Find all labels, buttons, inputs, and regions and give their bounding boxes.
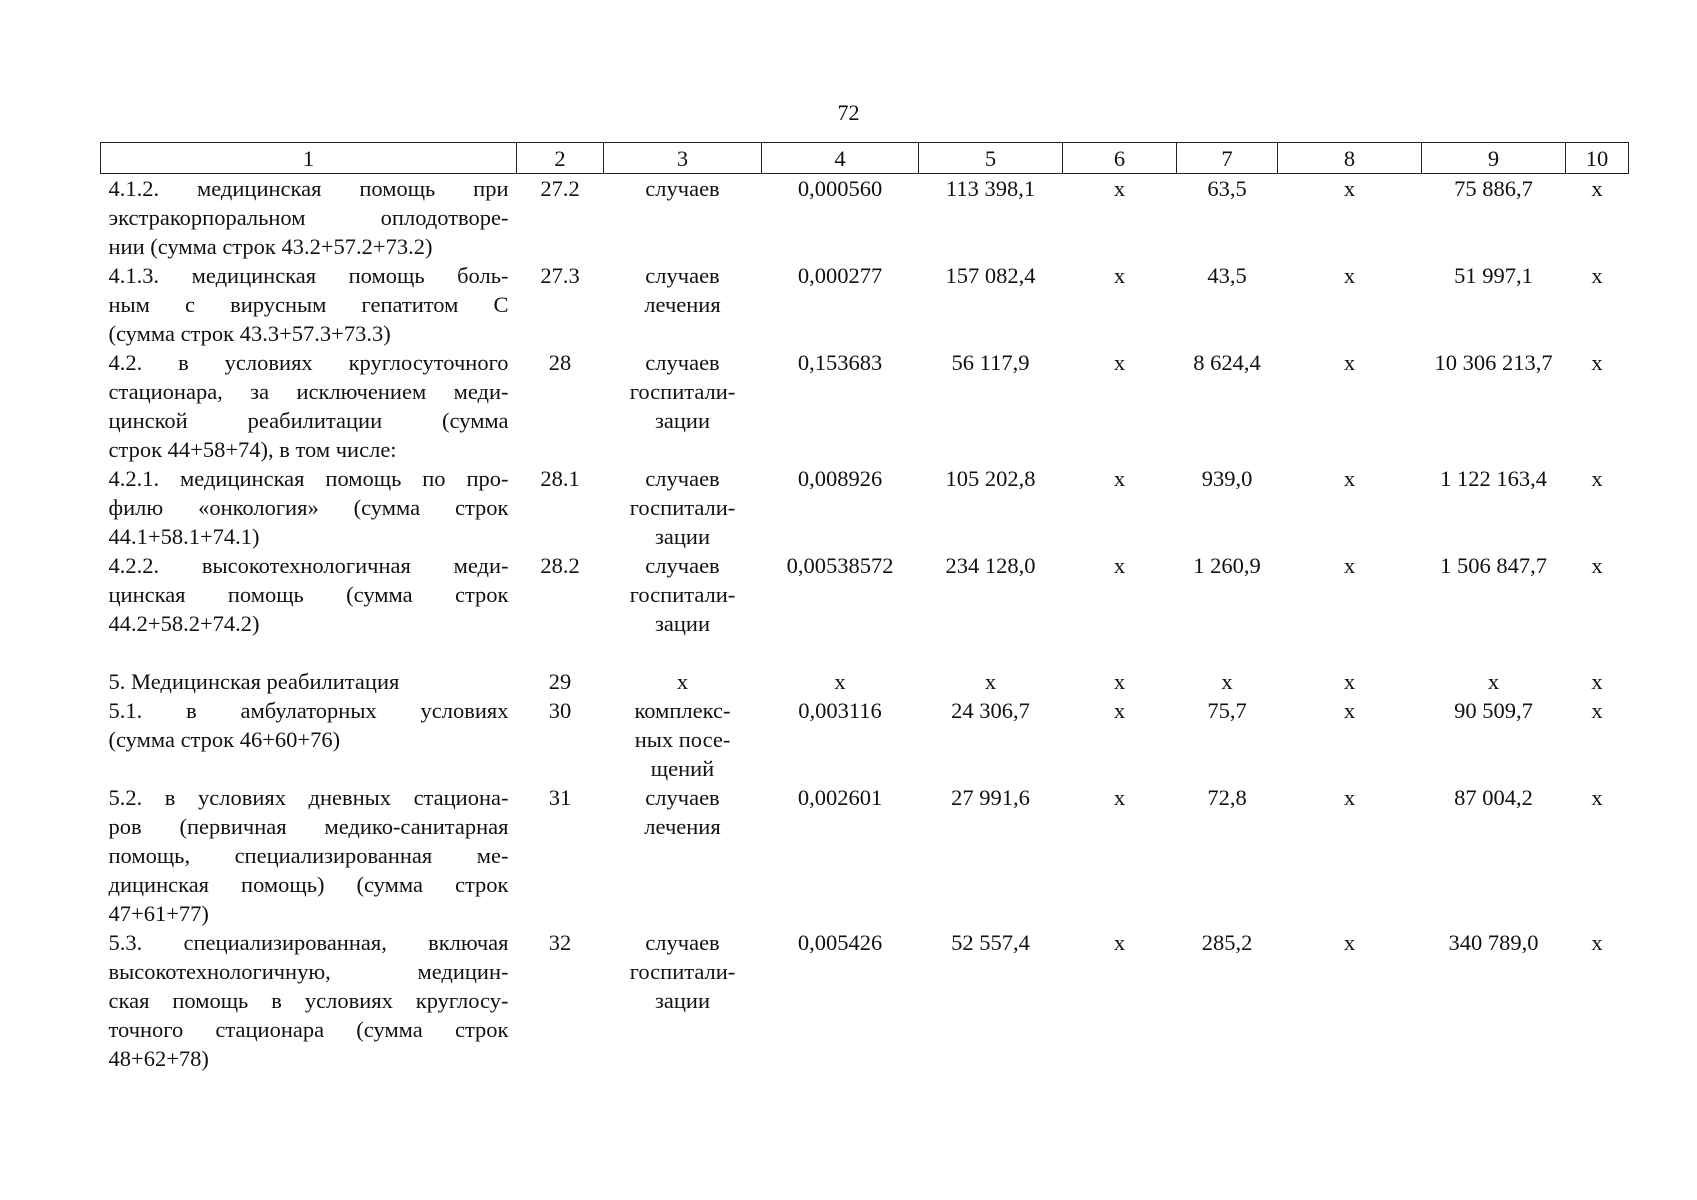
description-line: высокотехнологичную, медицин- bbox=[108, 959, 509, 984]
value-cell-c9: 10 306 213,7 bbox=[1434, 350, 1553, 375]
value-cell-c9: 51 997,1 bbox=[1454, 263, 1533, 288]
description-line: 5.2. в условиях дневных стациона- bbox=[108, 785, 509, 810]
value-cell-c8: х bbox=[1343, 698, 1356, 723]
table-row bbox=[101, 783, 1629, 928]
value-cell-c4: 0,008926 bbox=[797, 466, 883, 491]
table-row bbox=[101, 261, 1629, 348]
value-cell-c6: х bbox=[1113, 669, 1126, 694]
value-cell-c9: 90 509,7 bbox=[1454, 698, 1533, 723]
value-cell-c4: 0,000277 bbox=[797, 263, 883, 288]
table-row bbox=[101, 667, 1629, 696]
description-cell bbox=[101, 174, 517, 262]
value-cell-c10: х bbox=[1591, 263, 1603, 288]
description-line: 4.2. в условиях круглосуточного bbox=[108, 350, 509, 375]
unit-cell bbox=[604, 783, 762, 928]
spacer-cell bbox=[101, 638, 1629, 667]
column-header: 5 bbox=[919, 143, 1063, 174]
description-line: цинская помощь (сумма строк bbox=[108, 582, 509, 607]
column-header: 9 bbox=[1422, 143, 1566, 174]
row-code-cell: 27.3 bbox=[540, 263, 580, 288]
description-line: филю «онкология» (сумма строк bbox=[108, 495, 509, 520]
table-body bbox=[101, 174, 1629, 1074]
value-cell-c5: 27 991,6 bbox=[951, 785, 1030, 810]
value-cell-c9: 340 789,0 bbox=[1448, 930, 1539, 955]
value-cell-c7: 75,7 bbox=[1207, 698, 1247, 723]
value-cell-c8: х bbox=[1343, 553, 1356, 578]
description-line: 48+62+78) bbox=[108, 1046, 209, 1071]
value-cell-c4: 0,00538572 bbox=[786, 553, 894, 578]
description-line: 4.1.3. медицинская помощь боль- bbox=[108, 263, 509, 288]
description-line: 5. Медицинская реабилитация bbox=[108, 669, 400, 694]
description-line: 5.3. специализированная, включая bbox=[108, 930, 509, 955]
page-number: 72 bbox=[837, 100, 860, 125]
description-cell bbox=[101, 551, 517, 638]
unit-line: госпитали- bbox=[629, 495, 736, 520]
unit-line: лечения bbox=[644, 292, 721, 317]
unit-line: зации bbox=[655, 611, 710, 636]
description-cell bbox=[101, 783, 517, 928]
description-line: помощь, специализированная ме- bbox=[108, 843, 509, 868]
unit-line: зации bbox=[655, 408, 710, 433]
description-line: строк 44+58+74), в том числе: bbox=[108, 437, 397, 462]
description-line: стационара, за исключением меди- bbox=[108, 379, 509, 404]
description-line: (сумма строк 43.3+57.3+73.3) bbox=[108, 321, 391, 346]
column-header: 8 bbox=[1278, 143, 1422, 174]
column-header: 1 bbox=[101, 143, 517, 174]
value-cell-c10: х bbox=[1591, 466, 1603, 491]
description-line: ская помощь в условиях круглосу- bbox=[108, 988, 509, 1013]
value-cell-c7: 43,5 bbox=[1207, 263, 1247, 288]
row-code-cell: 28.1 bbox=[540, 466, 580, 491]
table-row bbox=[101, 348, 1629, 464]
description-cell bbox=[101, 464, 517, 551]
description-cell bbox=[101, 928, 517, 1073]
value-cell-c10: х bbox=[1591, 553, 1603, 578]
value-cell-c10: х bbox=[1591, 669, 1603, 694]
unit-cell bbox=[604, 696, 762, 783]
column-header: 2 bbox=[517, 143, 604, 174]
column-header: 4 bbox=[762, 143, 919, 174]
data-table bbox=[100, 142, 1629, 1073]
unit-cell bbox=[604, 928, 762, 1073]
row-code-cell: 31 bbox=[548, 785, 572, 810]
row-code-cell: 29 bbox=[548, 669, 572, 694]
header-row bbox=[101, 143, 1629, 174]
value-cell-c9: 75 886,7 bbox=[1454, 176, 1533, 201]
description-line: 4.1.2. медицинская помощь при bbox=[108, 176, 509, 201]
description-line: 4.2.2. высокотехнологичная меди- bbox=[108, 553, 509, 578]
value-cell-c5: х bbox=[984, 669, 997, 694]
unit-line: случаев bbox=[645, 466, 720, 491]
description-cell bbox=[101, 667, 517, 696]
value-cell-c6: х bbox=[1113, 785, 1126, 810]
value-cell-c6: х bbox=[1113, 176, 1126, 201]
value-cell-c9: 1 122 163,4 bbox=[1440, 466, 1547, 491]
unit-line: госпитали- bbox=[629, 379, 736, 404]
value-cell-c9: х bbox=[1487, 669, 1500, 694]
value-cell-c6: х bbox=[1113, 930, 1126, 955]
value-cell-c4: 0,000560 bbox=[797, 176, 883, 201]
description-cell bbox=[101, 261, 517, 348]
description-line: ров (первичная медико-санитарная bbox=[108, 814, 509, 839]
unit-line: случаев bbox=[645, 553, 720, 578]
table-row bbox=[101, 174, 1629, 262]
row-code-cell: 32 bbox=[548, 930, 572, 955]
value-cell-c5: 113 398,1 bbox=[945, 176, 1036, 201]
value-cell-c8: х bbox=[1343, 263, 1356, 288]
description-line: 5.1. в амбулаторных условиях bbox=[108, 698, 509, 723]
value-cell-c5: 234 128,0 bbox=[945, 553, 1036, 578]
value-cell-c6: х bbox=[1113, 553, 1126, 578]
description-cell bbox=[101, 348, 517, 464]
value-cell-c4: 0,005426 bbox=[797, 930, 883, 955]
value-cell-c8: х bbox=[1343, 930, 1356, 955]
value-cell-c8: х bbox=[1343, 785, 1356, 810]
unit-line: случаев bbox=[645, 176, 720, 201]
value-cell-c5: 105 202,8 bbox=[945, 466, 1036, 491]
description-line: цинской реабилитации (сумма bbox=[108, 408, 509, 433]
unit-cell bbox=[604, 174, 762, 262]
value-cell-c6: х bbox=[1113, 263, 1126, 288]
column-header: 7 bbox=[1177, 143, 1278, 174]
value-cell-c4: 0,003116 bbox=[798, 698, 882, 723]
value-cell-c10: х bbox=[1591, 176, 1603, 201]
spacer-row bbox=[101, 638, 1629, 667]
value-cell-c7: 285,2 bbox=[1201, 930, 1253, 955]
value-cell-c5: 56 117,9 bbox=[951, 350, 1030, 375]
column-header: 3 bbox=[604, 143, 762, 174]
column-header: 6 bbox=[1063, 143, 1177, 174]
value-cell-c10: х bbox=[1591, 698, 1603, 723]
value-cell-c6: х bbox=[1113, 466, 1126, 491]
value-cell-c9: 1 506 847,7 bbox=[1440, 553, 1547, 578]
unit-line: х bbox=[676, 669, 689, 694]
row-code-cell: 30 bbox=[548, 698, 572, 723]
table-row bbox=[101, 928, 1629, 1073]
value-cell-c8: х bbox=[1343, 176, 1356, 201]
unit-cell bbox=[604, 551, 762, 638]
unit-line: случаев bbox=[645, 263, 720, 288]
description-line: 4.2.1. медицинская помощь по про- bbox=[108, 466, 509, 491]
unit-line: случаев bbox=[645, 785, 720, 810]
unit-line: комплекс- bbox=[634, 698, 731, 723]
value-cell-c10: х bbox=[1591, 350, 1603, 375]
value-cell-c7: 72,8 bbox=[1207, 785, 1247, 810]
unit-line: лечения bbox=[644, 814, 721, 839]
unit-line: щений bbox=[650, 756, 715, 781]
value-cell-c10: х bbox=[1591, 930, 1603, 955]
value-cell-c7: 63,5 bbox=[1207, 176, 1247, 201]
unit-cell bbox=[604, 667, 762, 696]
value-cell-c8: х bbox=[1343, 350, 1356, 375]
value-cell-c8: х bbox=[1343, 669, 1356, 694]
description-cell bbox=[101, 696, 517, 783]
table-row bbox=[101, 551, 1629, 638]
unit-cell bbox=[604, 348, 762, 464]
value-cell-c10: х bbox=[1591, 785, 1603, 810]
unit-line: госпитали- bbox=[629, 582, 736, 607]
description-line: 44.2+58.2+74.2) bbox=[108, 611, 260, 636]
description-line: точного стационара (сумма строк bbox=[108, 1017, 509, 1042]
row-code-cell: 28.2 bbox=[540, 553, 580, 578]
unit-cell bbox=[604, 261, 762, 348]
value-cell-c7: 1 260,9 bbox=[1193, 553, 1261, 578]
value-cell-c4: х bbox=[834, 669, 846, 694]
description-line: дицинская помощь) (сумма строк bbox=[108, 872, 509, 897]
column-header: 10 bbox=[1566, 143, 1629, 174]
value-cell-c6: х bbox=[1113, 350, 1126, 375]
value-cell-c5: 157 082,4 bbox=[945, 263, 1036, 288]
value-cell-c7: 939,0 bbox=[1201, 466, 1253, 491]
description-line: экстракорпоральном оплодотворе- bbox=[108, 205, 509, 230]
value-cell-c5: 24 306,7 bbox=[951, 698, 1030, 723]
value-cell-c6: х bbox=[1113, 698, 1126, 723]
value-cell-c7: 8 624,4 bbox=[1193, 350, 1261, 375]
description-line: нии (сумма строк 43.2+57.2+73.2) bbox=[108, 234, 433, 259]
row-code-cell: 27.2 bbox=[540, 176, 580, 201]
value-cell-c7: х bbox=[1221, 669, 1233, 694]
unit-line: госпитали- bbox=[629, 959, 736, 984]
description-line: 44.1+58.1+74.1) bbox=[108, 524, 260, 549]
unit-line: ных посе- bbox=[634, 727, 731, 752]
value-cell-c8: х bbox=[1343, 466, 1356, 491]
unit-cell bbox=[604, 464, 762, 551]
unit-line: случаев bbox=[645, 930, 720, 955]
description-line: (сумма строк 46+60+76) bbox=[108, 727, 341, 752]
description-line: 47+61+77) bbox=[108, 901, 209, 926]
unit-line: зации bbox=[655, 524, 710, 549]
table-row bbox=[101, 696, 1629, 783]
row-code-cell: 28 bbox=[548, 350, 572, 375]
description-line: ным с вирусным гепатитом С bbox=[108, 292, 509, 317]
unit-line: зации bbox=[655, 988, 710, 1013]
table-row bbox=[101, 464, 1629, 551]
value-cell-c4: 0,153683 bbox=[797, 350, 883, 375]
value-cell-c5: 52 557,4 bbox=[951, 930, 1030, 955]
value-cell-c4: 0,002601 bbox=[797, 785, 883, 810]
value-cell-c9: 87 004,2 bbox=[1454, 785, 1533, 810]
unit-line: случаев bbox=[645, 350, 720, 375]
